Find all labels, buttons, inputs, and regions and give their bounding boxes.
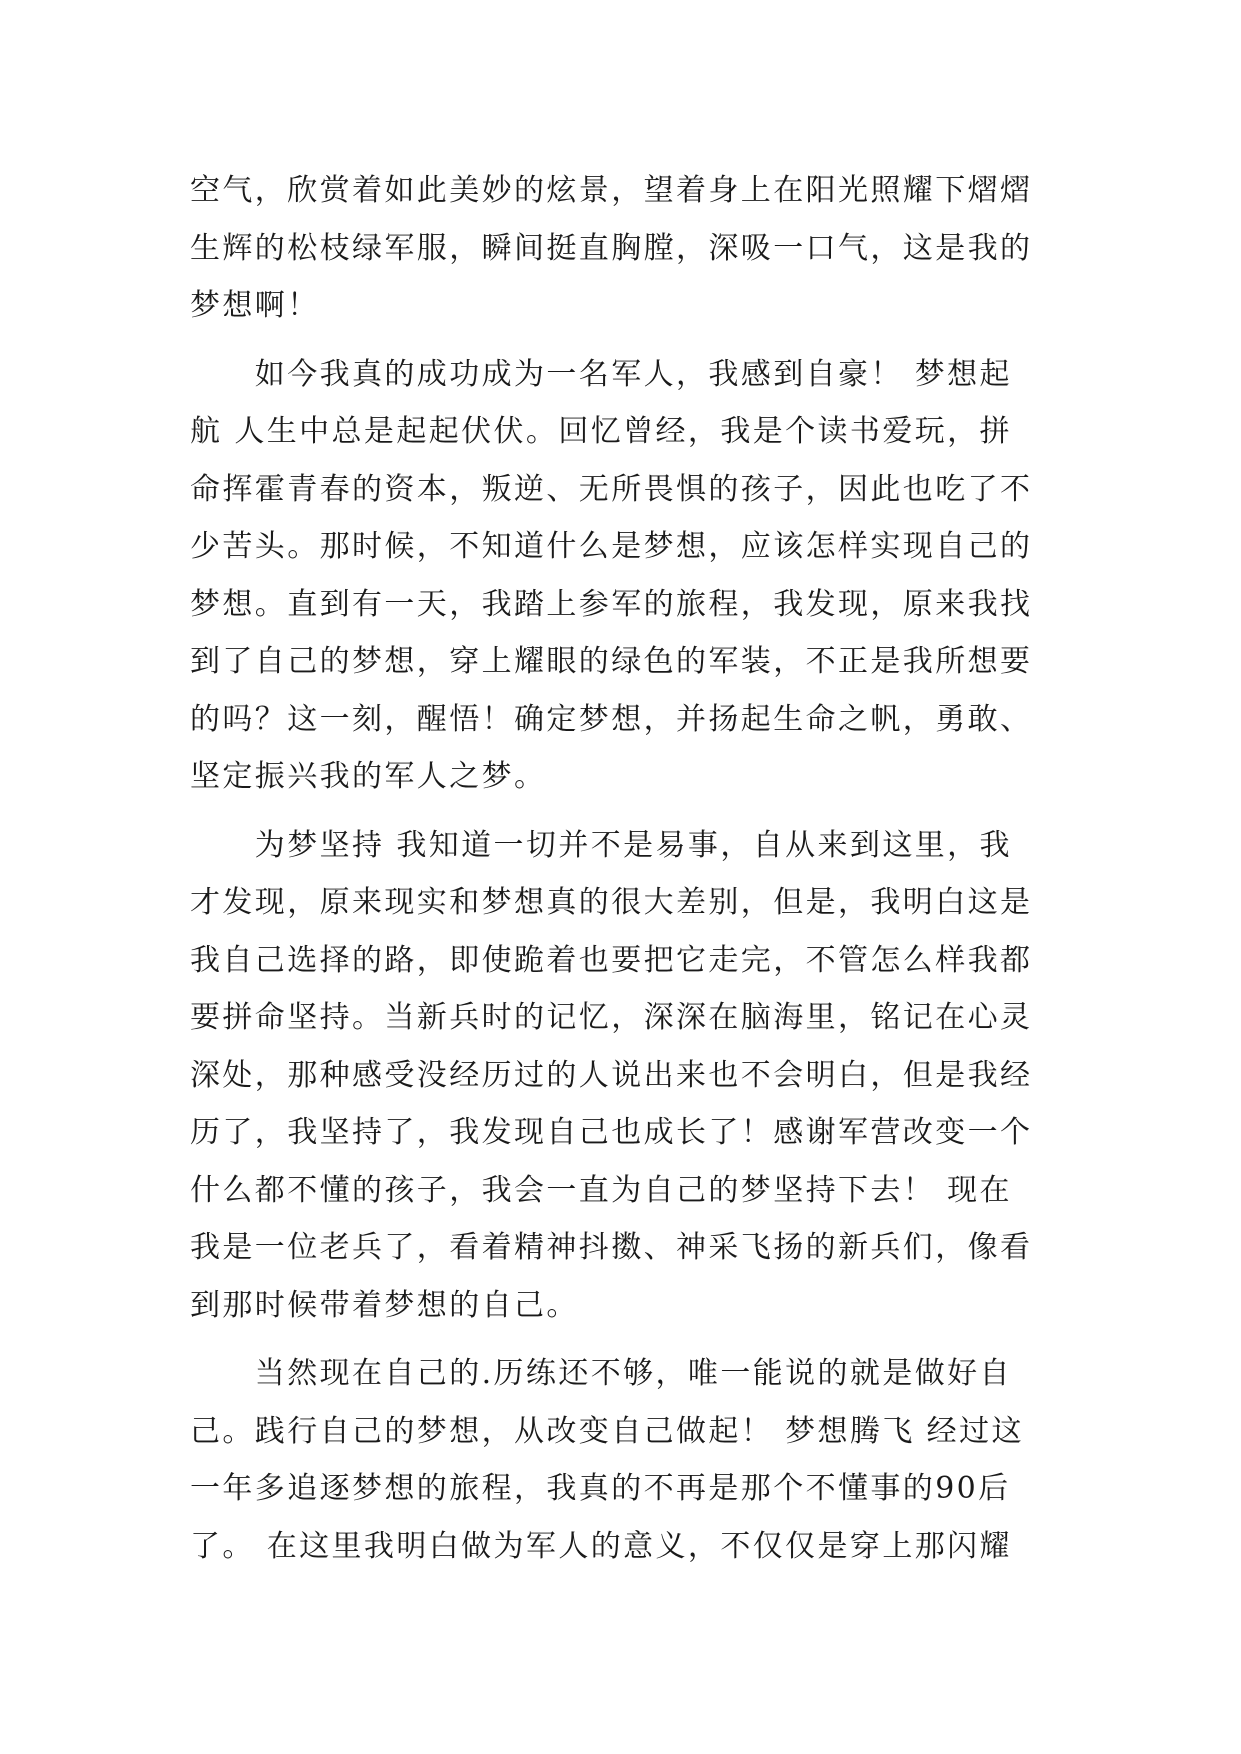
text-line: 己。践行自己的梦想，从改变自己做起！ 梦想腾飞 经过这 <box>190 1413 1024 1449</box>
paragraph <box>190 162 1070 335</box>
text-line: 我自己选择的路，即使跪着也要把它走完，不管怎么样我都 <box>190 942 1033 978</box>
paragraph <box>190 1345 1070 1575</box>
text-line: 如今我真的成功成为一名军人，我感到自豪！ 梦想起 <box>190 356 1012 392</box>
text-line: 航 人生中总是起起伏伏。回忆曾经，我是个读书爱玩，拼 <box>190 414 1012 449</box>
paragraph-gap <box>190 806 1070 817</box>
text-line: 历了，我坚持了，我发现自己也成长了！感谢军营改变一个 <box>190 1115 1033 1150</box>
text-line: 我是一位老兵了，看着精神抖擞、神采飞扬的新兵们，像看 <box>190 1230 1033 1265</box>
text-line: 梦想啊！ <box>190 288 320 323</box>
text-line: 一年多追逐梦想的旅程，我真的不再是那个不懂事的90后 <box>190 1471 1011 1506</box>
paragraph <box>190 346 1070 806</box>
text-line: 深处，那种感受没经历过的人说出来也不会明白，但是我经 <box>190 1057 1033 1093</box>
document-body <box>190 162 1070 1575</box>
text-line: 少苦头。那时候，不知道什么是梦想，应该怎样实现自己的 <box>190 529 1033 564</box>
text-line: 的吗？这一刻，醒悟！确定梦想，并扬起生命之帆，勇敢、 <box>190 701 1033 737</box>
text-line: 为梦坚持 我知道一切并不是易事，自从来到这里，我 <box>190 827 1012 863</box>
text-line: 什么都不懂的孩子，我会一直为自己的梦坚持下去！ 现在 <box>190 1172 1012 1208</box>
text-line: 生辉的松枝绿军服，瞬间挺直胸膛，深吸一口气，这是我的 <box>190 230 1033 266</box>
text-line: 命挥霍青春的资本，叛逆、无所畏惧的孩子，因此也吃了不 <box>190 471 1033 507</box>
text-line: 当然现在自己的.历练还不够，唯一能说的就是做好自 <box>190 1356 1012 1391</box>
text-line: 到了自己的梦想，穿上耀眼的绿色的军装，不正是我所想要 <box>190 644 1033 679</box>
paragraph-gap <box>190 1334 1070 1345</box>
text-line: 了。 在这里我明白做为军人的意义，不仅仅是穿上那闪耀 <box>190 1528 1012 1564</box>
paragraph <box>190 817 1070 1335</box>
text-line: 坚定振兴我的军人之梦。 <box>190 759 547 794</box>
text-line: 到那时候带着梦想的自己。 <box>190 1287 579 1323</box>
text-line: 才发现，原来现实和梦想真的很大差别，但是，我明白这是 <box>190 885 1033 920</box>
text-line: 空气，欣赏着如此美妙的炫景，望着身上在阳光照耀下熠熠 <box>190 173 1033 208</box>
text-line: 要拼命坚持。当新兵时的记忆，深深在脑海里，铭记在心灵 <box>190 1000 1033 1035</box>
paragraph-gap <box>190 335 1070 346</box>
text-line: 梦想。直到有一天，我踏上参军的旅程，我发现，原来我找 <box>190 586 1033 622</box>
